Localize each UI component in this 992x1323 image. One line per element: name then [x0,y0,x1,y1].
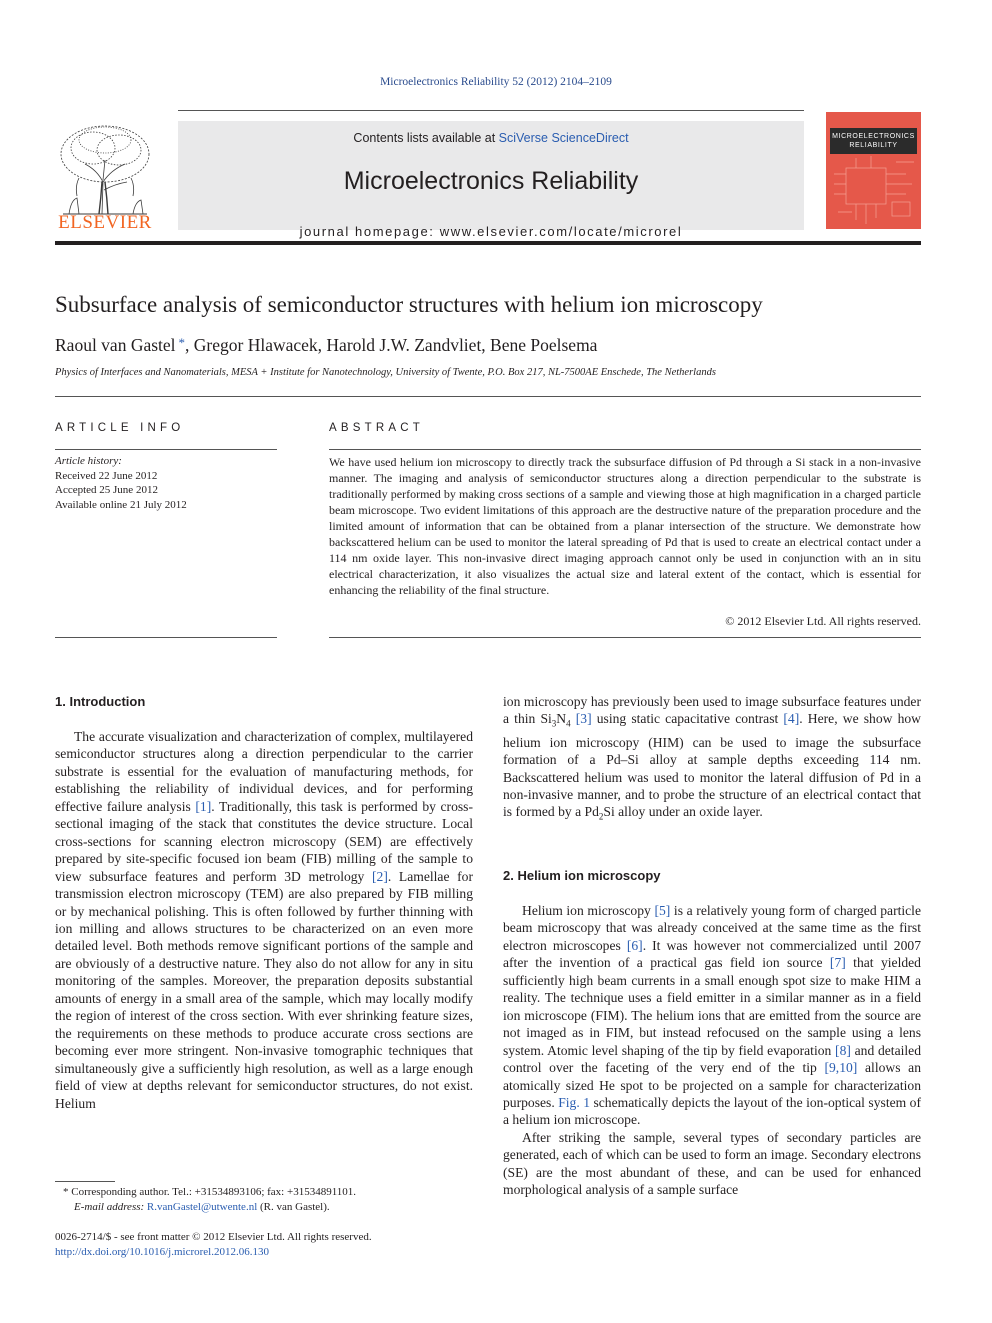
online-date: Available online 21 July 2012 [55,498,187,511]
contents-prefix: Contents lists available at [353,131,499,145]
corresponding-author-note: * Corresponding author. Tel.: +31534893106; fax: +31534891101. [63,1186,357,1198]
ref-8-link[interactable]: [8] [835,1042,851,1058]
affiliation-rule [55,396,921,397]
ref-1-link[interactable]: [1] [195,798,212,814]
him-body [503,902,921,1199]
ref-9-10-link[interactable]: [9,10] [824,1060,858,1076]
accepted-date: Accepted 25 June 2012 [55,484,158,496]
issn-line: 0026-2714/$ - see front matter © 2012 Elsevier Ltd. All rights reserved. [55,1231,372,1243]
journal-homepage [178,224,804,239]
intro-cont-n: N [556,711,567,727]
him-text-5: and detailed control over the faceting of the very end of the tip [503,1042,921,1076]
cover-title-line1: MICROELECTRONICS [832,133,915,140]
cover-circuit-icon [826,112,921,229]
email-note [55,1200,475,1215]
him-text-4: that yielded sufficiently high beam currents in a small enough spot size to make HIM a reality. The technique uses a field emitter in a similar manner as in a field ion microscope (FIM). The helium ions that are emitted from the source are not imaged as in FIM, but instead refocused on the sample using a lens system. Atomic level shaping of the tip by field evaporation [503,955,921,1058]
subscript-4: 4 [566,719,571,730]
info-rule-bottom [55,637,277,638]
intro-cont-text-3: . Here, we show how helium ion microscopy (HIM) can be used to image the subsurface formation of a Pd–Si alloy at sample depths exceeding 114 nm. Backscattered helium was used to monitor the lateral diffusion of Pd in a non-invasive manner, and to probe the structure of an electrical contact that is formed by a Pd [503,711,921,820]
intro-text-1: The accurate visualization and characterization of complex, multilayered semiconductor structures along a direction perpendicular to the carrier substrate is essential for the evaluation of manufacturing methods, for establishing the reliability of individual devices, and for performing effective failure analysis [55,729,473,814]
subscript-3: 3 [551,719,557,730]
journal-citation[interactable]: Microelectronics Reliability 52 (2012) 2104–2109 [380,76,612,88]
him-paragraph-1 [503,902,921,1129]
him-heading: 2. Helium ion microscopy [503,868,661,883]
ref-6-link[interactable]: [6] [626,937,643,953]
abstract-text: We have used helium ion microscopy to directly track the subsurface diffusion of Pd through a Si stack in a non-invasive manner. The imaging and analysis of semiconductor structures along a direction perpendicular to the substrate is traditionally performed by making cross sections of a sample and viewing those at high magnification in a charged particle beam microscope. Two evident limitations of this approach are the destructive nature of the preparation procedure and the limited amount of information that can be obtained from a planar intersection of the structure. We demonstrate how backscattered helium can be used to monitor the lateral spreading of Pd that is used to create an electrical contact under a 114 nm oxide layer. This non-invasive direct imaging approach cannot only be used in conjunction with an in situ electrical characterization, it also visualizes the actual size and lateral extent of the contact, which is essential for enhancing the reliability of the final structure. [329,455,921,597]
him-text-6: allows an atomically sized He spot to be projected on a sample for characterization purposes. [503,1060,922,1110]
tree-logo-icon [55,120,155,216]
header-top-rule [178,110,804,111]
intro-cont-text-4: Si alloy under an oxide layer. [603,804,763,820]
intro-text-2: . Traditionally, this task is performed by cross-sectional imaging of the stack that constitutes the device structure. Local cross-sections for scanning electron microscopy (SEM) are effectively prepared by site-specific focused ion beam (FIB) milling of the sample to view subsurface features and perform 3D metrology [55,798,473,884]
corresponding-author-mark[interactable]: * [178,335,186,350]
first-author[interactable]: Raoul van Gastel [55,335,176,355]
received-date: Received 22 June 2012 [55,469,158,482]
fig-1-link[interactable]: Fig. 1 [558,1094,591,1110]
intro-cont-text-2: using static capacitative contrast [591,711,784,727]
article-authors [55,335,935,356]
info-rule-top [55,449,277,450]
him-text-3: . It was however not commercialized until 2007 after the invention of a practical gas field ion source [503,937,921,971]
homepage-url[interactable]: www.elsevier.com/locate/microrel [439,224,683,239]
him-text-1: Helium ion microscopy [522,903,655,918]
intro-heading: 1. Introduction [55,694,146,709]
him-paragraph-2: After striking the sample, several types of secondary particles are generated, each of which can be used to form an image. Secondary electrons (SE) are the most abundant of these, and can be used for enhanced morphological analysis of a sample surface [503,1129,921,1198]
ref-2-link[interactable]: [2] [372,868,388,884]
journal-header [55,110,921,245]
him-text-7: schematically depicts the layout of the ion-optical system of a helium ion microscope. [503,1094,921,1128]
sciverse-link[interactable]: SciVerse ScienceDirect [498,131,629,145]
front-matter-note [55,1230,475,1260]
coauthors: , Gregor Hlawacek, Harold J.W. Zandvliet, Bene Poelsema [185,335,598,355]
journal-cover [826,112,921,229]
article-title: Subsurface analysis of semiconductor structures with helium ion microscopy [55,292,763,317]
intro-body [55,728,473,1112]
intro-continued [503,693,921,827]
ref-7-link[interactable]: [7] [829,955,846,971]
email-label: E-mail address: [74,1201,147,1213]
affiliation: Physics of Interfaces and Nanomaterials, MESA + Institute for Nanotechnology, University of Twente, P.O. Box 217, NL-7500AE Enschede, The Netherlands [55,367,716,378]
abstract-copyright: © 2012 Elsevier Ltd. All rights reserved. [725,614,921,628]
journal-banner [178,121,804,239]
article-info-heading: ARTICLE INFO [55,422,185,434]
intro-cont-text-1: ion microscopy has previously been used to image subsurface features under a thin Si [503,694,921,727]
abstract-rule-top [329,449,921,450]
email-suffix: (R. van Gastel). [257,1201,330,1213]
doi-link[interactable]: http://dx.doi.org/10.1016/j.microrel.2012.06.130 [55,1246,269,1258]
contents-available [178,131,804,145]
intro-cont-paragraph [503,693,921,827]
intro-paragraph [55,728,473,1112]
him-text-2: is a relatively young form of charged particle beam microscopy that was already conceived at the same time as the first electron microscopes [503,903,921,953]
subscript-2: 2 [598,812,604,823]
article-history [55,454,277,512]
abstract-heading: ABSTRACT [329,422,424,434]
history-label: Article history: [55,455,122,467]
ref-3-link[interactable]: [3] [575,711,592,727]
elsevier-wordmark: ELSEVIER [58,212,152,233]
homepage-prefix: journal homepage: [299,224,440,239]
email-link[interactable]: R.vanGastel@utwente.nl [146,1201,258,1213]
corresponding-footnote [55,1185,475,1215]
journal-title: Microelectronics Reliability [343,167,639,195]
abstract-rule-bottom [329,637,921,638]
header-bottom-rule [55,241,921,245]
cover-title-line2: RELIABILITY [849,142,898,149]
intro-text-3: . Lamellae for transmission electron microscopy (TEM) are also prepared by FIB milling or by mechanical polishing. This is often followed by further thinning with ion milling and allows structures to be characterized on an even more detailed level. Both methods remove significant portions of the sample and are obviously of a destructive nature. They also do not allow for any in situ monitoring of the samples. Moreover, the preparation deposits substantial amounts of energy in a small area of the sample, which may locally modify the region of interest of the cross section. With ever shrinking feature sizes, the requirements on these methods to produce accurate cross sections are becoming ever more stringent. Non-invasive tomographic techniques that simultaneously give a sufficiently high resolution, as well as a large enough field of view at depths relevant for semiconductor structures, do not exist. Helium [55,868,473,1111]
ref-4-link[interactable]: [4] [783,711,800,727]
ref-5-link[interactable]: [5] [654,903,671,918]
footnote-rule [55,1181,115,1182]
